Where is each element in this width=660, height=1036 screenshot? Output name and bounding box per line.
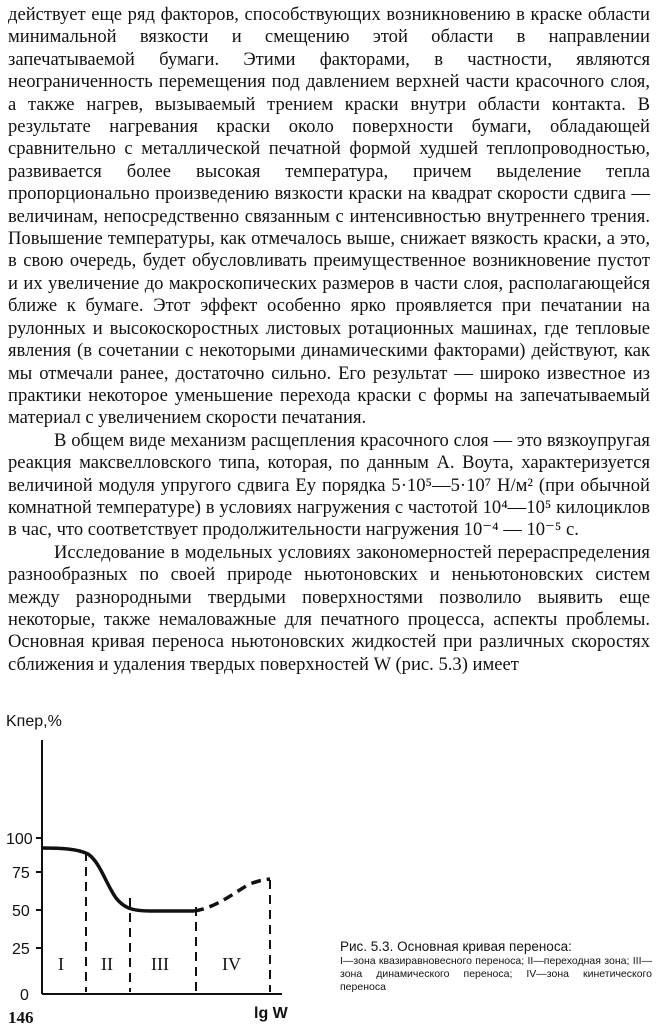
transfer-curve-solid	[42, 848, 194, 911]
y-axis-label: Kпер,%	[6, 713, 62, 730]
paragraph-3: Исследование в модельных условиях закономерностей перераспределения разнообразных по своей природе ньютоновских и неньютоновских систем между разнородными твердыми поверхностями позволило выявить еще некоторые, также немаловажные для печатного процесса, аспекты проблемы. Основная кривая переноса ньютоновских жидкостей при различных скоростях сближения и удаления твердых поверхностей W (рис. 5.3) имеет	[8, 541, 650, 675]
x-axis-label: lg W	[254, 1005, 288, 1022]
page-number: 146	[8, 1008, 34, 1027]
paragraph-2: В общем виде механизм расщепления красочного слоя — это вязкоупругая реакция максвелловского типа, которая, по данным А. Воута, характеризуется величиной модуля упругого сдвига Eу порядка 5·10⁵—5·10⁷ Н/м² (при обычной комнатной температуре) в условиях нагружения с частотой 10⁴—10⁵ килоциклов в час, что соответствует продолжительности нагружения 10⁻⁴ — 10⁻⁵ с.	[8, 429, 650, 541]
y-tick-label-25: 25	[12, 941, 30, 958]
figure-5-3	[0, 702, 660, 1036]
paragraph-1: действует еще ряд факторов, способствующих возникновению в краске области минимальной вязкости и смещению этой области в направлении запечатываемой бумаги. Этими факторами, в частности, являются неограниченность перемещения под давлением верхней части красочного слоя, а также нагрев, вызываемый трением краски внутри области контакта. В результате нагревания краски около поверхности бумаги, обладающей сравнительно с металлической печатной формой худшей теплопроводностью, развивается более высокая температура, причем выделение тепла пропорционально произведению вязкости краски на квадрат скорости сдвига — величинам, непосредственно связанным с интенсивностью внутреннего трения. Повышение температуры, как отмечалось выше, снижает вязкость краски, а это, в свою очередь, будет обусловливать преимущественное возникновение пустот и их увеличение до макроскопических размеров в части слоя, располагающейся ближе к бумаге. Этот эффект особенно ярко проявляется при печатании на рулонных и высокоскоростных листовых ротационных машинах, где тепловые явления (в сочетании с некоторыми динамическими факторами) действуют, как мы отмечали ранее, достаточно сильно. Его результат — широко известное из практики некоторое уменьшение перехода краски с формы на запечатываемый материал с увеличением скорости печатания.	[8, 4, 650, 429]
y-tick-label-100: 100	[6, 831, 33, 848]
y-tick-label-0: 0	[20, 987, 29, 1004]
zone-label-3: III	[151, 954, 169, 974]
y-tick-label-75: 75	[12, 865, 30, 882]
figure-caption	[340, 938, 652, 994]
zone-label-1: I	[58, 954, 64, 974]
caption-title: Рис. 5.3. Основная кривая переноса:	[340, 939, 572, 954]
zone-label-2: II	[101, 954, 113, 974]
transfer-curve-dashed	[194, 879, 270, 911]
transfer-curve-chart	[0, 702, 330, 1036]
y-tick-label-50: 50	[12, 903, 30, 920]
zone-label-4: IV	[222, 954, 241, 974]
body-text	[8, 4, 650, 676]
caption-body: I—зона квазиравновесного переноса; II—переходная зона; III—зона динамического переноса; IV—зона кинетического переноса	[340, 955, 652, 993]
